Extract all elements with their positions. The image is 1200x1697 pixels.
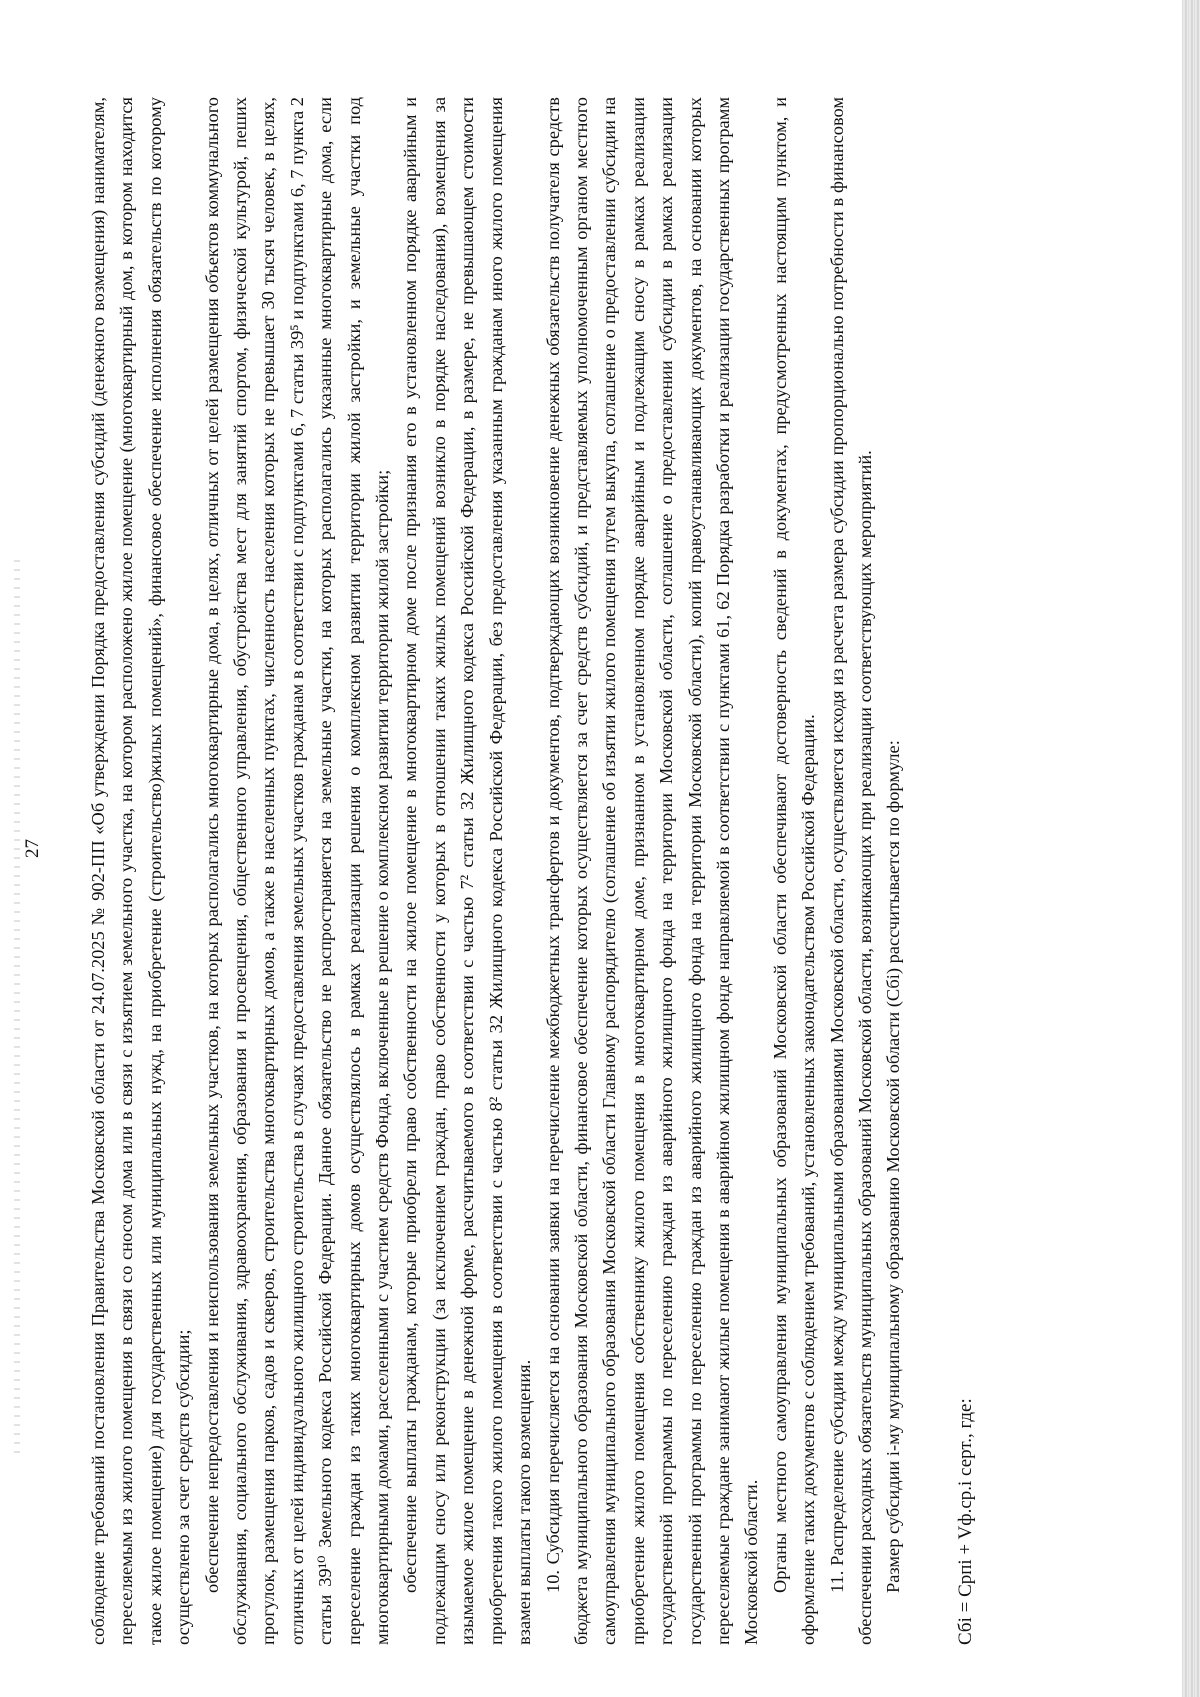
formula: Сбi = Српi + Vф.ср.i серт., где: xyxy=(954,1398,976,1645)
page-number: 27 xyxy=(22,839,43,858)
paragraph: Размер субсидии i-му муниципальному образованию Московской области (Сбi) рассчитывается по формуле: xyxy=(883,740,904,1593)
paragraph: обеспечение выплаты гражданам, которые приобрели право собственности на жилое помещение в многоквартирном доме после признания его в установленном порядке аварийным и подлежащим сносу или реконструкции (за исключением граждан, право собственности у которых в отношении таких жилых помещений возникло в порядке наследования), возмещения за изымаемое жилое помещение в денежной форме, рассчитываемого в соответствии с частью 7² статьи 32 Жилищного кодекса Российской Федерации, в размере, не превышающем стоимости приобретения такого жилого помещения в соответствии с частью 8² статьи 32 Жилищного кодекса Российской Федерации, без предоставления указанным гражданам иного жилого помещения взамен выплаты такого возмещения. xyxy=(400,97,535,1645)
paragraph: 11. Распределение субсидии между муниципальными образованиями Московской области, осуществляется исходя из расчета размера субсидии пропорционально потребности в финансовом обеспечении расходных обязательств муниципальных образований Московской области, возникающих при реализации соответствующих мероприятий. xyxy=(826,97,875,1645)
paragraph: Органы местного самоуправления муниципальных образований Московской области обеспечивают достоверность сведений в документах, предусмотренных настоящим пунктом, и оформление таких документов с соблюдением требований, установленных законодательством Российской Федерации. xyxy=(769,97,819,1645)
paragraph: 10. Субсидия перечисляется на основании заявки на перечисление межбюджетных трансфертов и документов, подтверждающих возникновение денежных обязательств получателя средств бюджета муниципального образования Московской области, финансовое обеспечение которых осуществляется за счет средств субсидий, и представляемых уполномоченным органом местного самоуправления муниципального образования Московской области Главному распорядителю (соглашение об изъятии жилого помещения путем выкупа, соглашение о предоставлении субсидии на приобретение жилого помещения собственнику жилого помещения в многоквартирном доме, признанном в установленном порядке аварийным и подлежащим сносу в рамках реализации государственной программы по переселению граждан из аварийного жилищного фонда на территории Московской области, соглашение о предоставлении субсидии в рамках реализации государственной программы по переселению граждан из аварийного жилищного фонда на территории Московской области), копий правоустанавливающих документов, на основании которых переселяемые граждане занимают жилые помещения в аварийном жилищном фонде направляемой в соответствии с пунктами 61, 62 Порядка разработки и реализации государственных программ Московской области. xyxy=(542,97,762,1645)
paragraph: обеспечение непредоставления и неиспользования земельных участков, на которых располагались многоквартирные дома, в целях, отличных от целей размещения объектов коммунального обслуживания, социального обслуживания, здравоохранения, образования и просвещения, общественного управления, обустройства мест для занятий спортом, физической культурой, пеших прогулок, размещения парков, садов и скверов, строительства многоквартирных домов, а также в населенных пунктах, численность населения которых не превышает 30 тысяч человек, в целях, отличных от целей индивидуального жилищного строительства в случаях предоставления земельных участков гражданам в соответствии с подпунктами 6, 7 статьи 39⁵ и подпунктами 6, 7 пункта 2 статьи 39¹⁰ Земельного кодекса Российской Федерации. Данное обязательство не распространяется на земельные участки, на которых располагались указанные многоквартирные дома, если переселение граждан из таких многоквартирных домов осуществлялось в рамках реализации решения о комплексном развитии территории жилой застройки, и земельные участки под многоквартирными домами, расселенными с участием средств Фонда, включенные в решение о комплексном развитии территории жилой застройки; xyxy=(201,97,393,1645)
paragraph: соблюдение требований постановления Правительства Московской области от 24.07.2025 № 902-ПП «Об утверждении Порядка предоставления субсидий (денежного возмещения) нанимателям, переселяемым из жилого помещения в связи со сносом дома или в связи с изъятием земельного участка, на котором расположено жилое помещение (многоквартирный дом, в котором находится такое жилое помещение) для государственных или муниципальных нужд, на приобретение (строительство)жилых помещений», финансовое обеспечение исполнения обязательств по которому осуществлено за счет средств субсидии; xyxy=(88,97,194,1645)
document-body xyxy=(84,97,980,1645)
